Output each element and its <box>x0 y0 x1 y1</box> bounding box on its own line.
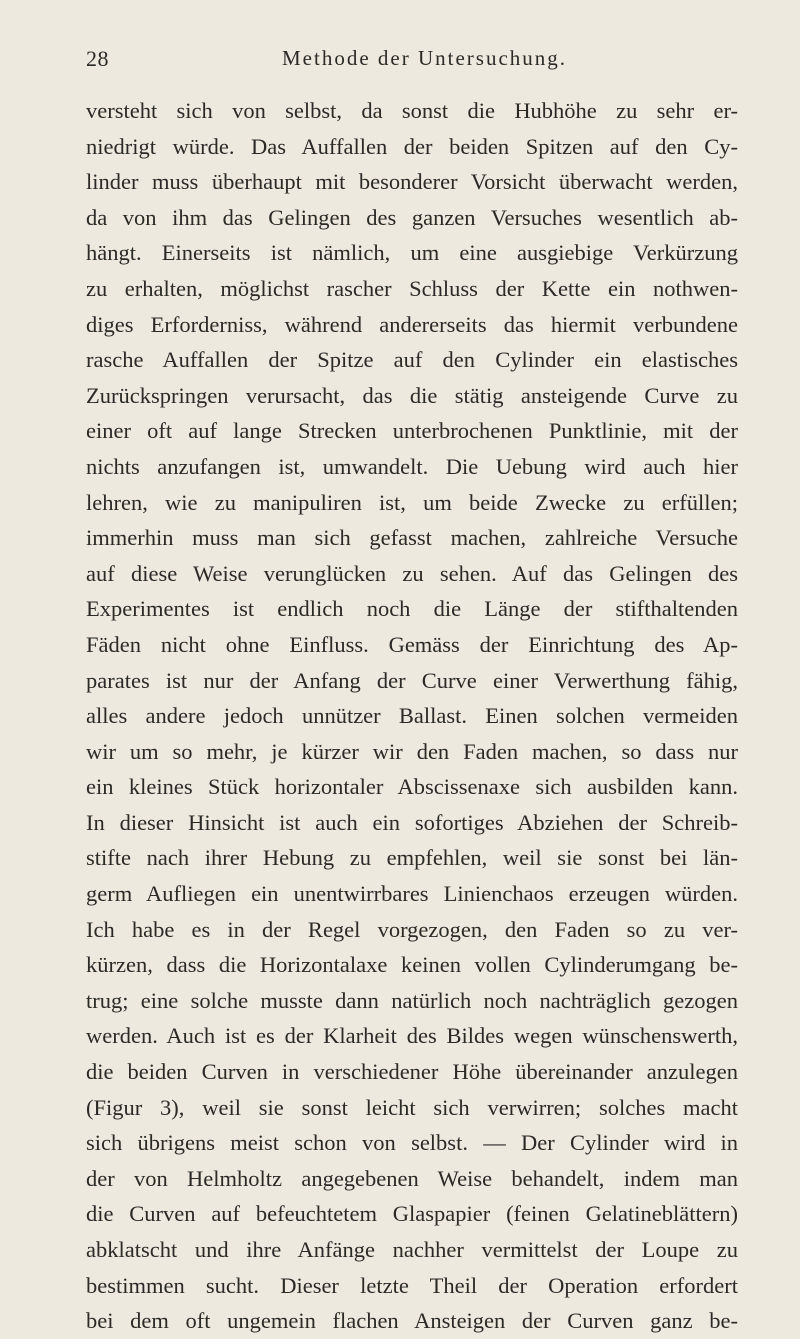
text-line: der von Helmholtz angegebenen Weise behandelt, indem man <box>86 1165 738 1191</box>
text-line: alles andere jedoch unnützer Ballast. Einen solchen vermeiden <box>86 703 738 729</box>
text-line: diges Erforderniss, während andererseits das hiermit verbundene <box>86 311 738 337</box>
text-line: germ Aufliegen ein unentwirrbares Linienchaos erzeugen würden. <box>86 881 738 907</box>
text-line: immerhin muss man sich gefasst machen, zahlreiche Versuche <box>86 525 738 551</box>
text-line: wir um so mehr, je kürzer wir den Faden machen, so dass nur <box>86 738 738 764</box>
text-line: versteht sich von selbst, da sonst die Hubhöhe zu sehr er- <box>86 98 738 123</box>
text-line: auf diese Weise verunglücken zu sehen. Auf das Gelingen des <box>86 560 738 586</box>
text-line: Zurückspringen verursacht, das die stätig ansteigende Curve zu <box>86 382 738 408</box>
body-text <box>86 93 738 1339</box>
page-number: 28 <box>86 46 109 71</box>
text-line: einer oft auf lange Strecken unterbrochenen Punktlinie, mit der <box>86 418 738 444</box>
text-line: sich übrigens meist schon von selbst. — Der Cylinder wird in <box>86 1130 738 1156</box>
running-head: Methode der Untersuchung. <box>282 46 568 70</box>
text-line: zu erhalten, möglichst rascher Schluss der Kette ein nothwen- <box>86 275 738 301</box>
text-line: In dieser Hinsicht ist auch ein sofortiges Abziehen der Schreib- <box>86 809 738 835</box>
text-line: stifte nach ihrer Hebung zu empfehlen, weil sie sonst bei län- <box>86 845 738 871</box>
text-line: ein kleines Stück horizontaler Abscissenaxe sich ausbilden kann. <box>86 774 738 800</box>
text-line: abklatscht und ihre Anfänge nachher vermittelst der Loupe zu <box>86 1237 738 1262</box>
page-header <box>86 46 738 86</box>
text-line: bei dem oft ungemein flachen Ansteigen der Curven ganz be- <box>86 1308 738 1334</box>
text-line: Ich habe es in der Regel vorgezogen, den Faden so zu ver- <box>86 916 738 942</box>
text-line: Fäden nicht ohne Einfluss. Gemäss der Einrichtung des Ap- <box>86 631 738 657</box>
text-line: lehren, wie zu manipuliren ist, um beide Zwecke zu erfüllen; <box>86 489 738 515</box>
text-line: niedrigt würde. Das Auffallen der beiden Spitzen auf den Cy- <box>86 133 738 159</box>
text-line: kürzen, dass die Horizontalaxe keinen vollen Cylinderumgang be- <box>86 952 738 978</box>
text-line: die Curven auf befeuchtetem Glaspapier (feinen Gelatineblättern) <box>86 1201 738 1227</box>
text-line: trug; eine solche musste dann natürlich noch nachträglich gezogen <box>86 987 738 1013</box>
text-line: hängt. Einerseits ist nämlich, um eine ausgiebige Verkürzung <box>86 240 738 266</box>
text-line: die beiden Curven in verschiedener Höhe übereinander anzulegen <box>86 1059 738 1085</box>
text-line: rasche Auffallen der Spitze auf den Cylinder ein elastisches <box>86 347 738 373</box>
text-line: parates ist nur der Anfang der Curve einer Verwerthung fähig, <box>86 667 738 693</box>
text-line: bestimmen sucht. Dieser letzte Theil der Operation erfordert <box>86 1272 738 1298</box>
text-line: nichts anzufangen ist, umwandelt. Die Uebung wird auch hier <box>86 453 738 479</box>
text-line: (Figur 3), weil sie sonst leicht sich verwirren; solches macht <box>86 1094 738 1120</box>
text-line: da von ihm das Gelingen des ganzen Versuches wesentlich ab- <box>86 204 738 230</box>
text-line: werden. Auch ist es der Klarheit des Bildes wegen wünschenswerth, <box>86 1023 738 1049</box>
text-line: Experimentes ist endlich noch die Länge der stifthaltenden <box>86 596 738 622</box>
text-line: linder muss überhaupt mit besonderer Vorsicht überwacht werden, <box>86 169 738 195</box>
